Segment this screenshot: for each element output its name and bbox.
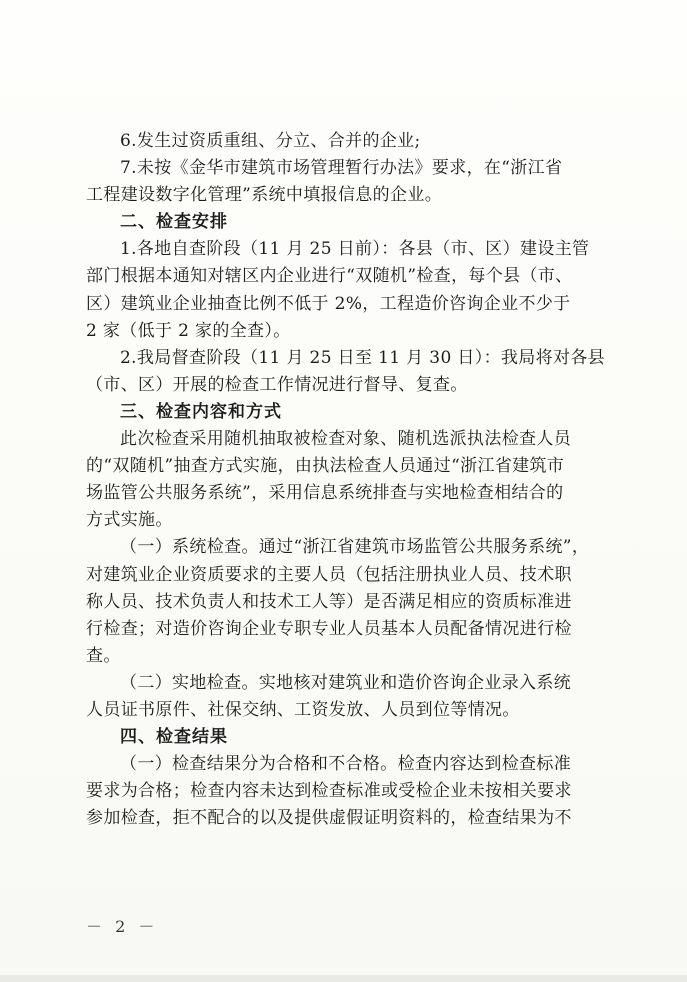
paragraph-line: （一）系统检查。通过“浙江省建筑市场监管公共服务系统”， bbox=[120, 537, 590, 558]
section-heading: 三、检查内容和方式 bbox=[120, 401, 282, 422]
paragraph-line: （二）实地检查。实地核对建筑业和造价咨询企业录入系统 bbox=[120, 672, 572, 693]
paragraph-line: 区）建筑业企业抽查比例不低于 2%，工程造价咨询企业不少于 bbox=[86, 293, 571, 314]
paragraph-line: 的“双随机”抽查方式实施，由执法检查人员通过“浙江省建筑市 bbox=[86, 456, 565, 477]
paragraph-line: 此次检查采用随机抽取被检查对象、随机选派执法检查人员 bbox=[120, 429, 572, 450]
paragraph-line: 部门根据本通知对辖区内企业进行“双随机”检查，每个县（市、 bbox=[86, 266, 573, 287]
paragraph-line: 要求为合格；检查内容未达到检查标准或受检企业未按相关要求 bbox=[86, 781, 572, 802]
section-heading: 二、检查安排 bbox=[120, 212, 228, 233]
paragraph-line: 2 家（低于 2 家的全查）。 bbox=[86, 320, 291, 341]
section-heading: 四、检查结果 bbox=[120, 727, 228, 748]
paragraph-line: 方式实施。 bbox=[86, 510, 173, 531]
paragraph-line: 7.未按《金华市建筑市场管理暂行办法》要求，在“浙江省 bbox=[120, 158, 563, 179]
page-number: － 2 － bbox=[86, 917, 159, 936]
paragraph-line: 6.发生过资质重组、分立、合并的企业; bbox=[120, 131, 421, 151]
paragraph-line: 1.各地自查阶段（11 月 25 日前）：各县（市、区）建设主管 bbox=[120, 239, 590, 260]
paragraph-line: （市、区）开展的检查工作情况进行督导、复查。 bbox=[86, 374, 468, 395]
paragraph-line: 查。 bbox=[86, 645, 121, 666]
paragraph-line: 工程建设数字化管理”系统中填报信息的企业。 bbox=[86, 185, 443, 206]
paragraph-line: 参加检查，拒不配合的以及提供虚假证明资料的，检查结果为不 bbox=[86, 808, 572, 829]
document-body bbox=[86, 128, 606, 832]
paragraph-line: 场监管公共服务系统”，采用信息系统排查与实地检查相结合的 bbox=[86, 483, 564, 504]
paragraph-line: （一）检查结果分为合格和不合格。检查内容达到检查标准 bbox=[120, 754, 572, 775]
paragraph-line: 人员证书原件、社保交纳、工资发放、人员到位等情况。 bbox=[86, 699, 520, 720]
paragraph-line: 称人员、技术负责人和技术工人等）是否满足相应的资质标准进 bbox=[86, 591, 572, 612]
paragraph-line: 对建筑业企业资质要求的主要人员（包括注册执业人员、技术职 bbox=[86, 564, 572, 585]
paragraph-line: 行检查；对造价咨询企业专职专业人员基本人员配备情况进行检 bbox=[86, 618, 572, 639]
paragraph-line: 2.我局督查阶段（11 月 25 日至 11 月 30 日）：我局将对各县 bbox=[120, 347, 606, 368]
page-bottom-edge bbox=[0, 975, 687, 982]
